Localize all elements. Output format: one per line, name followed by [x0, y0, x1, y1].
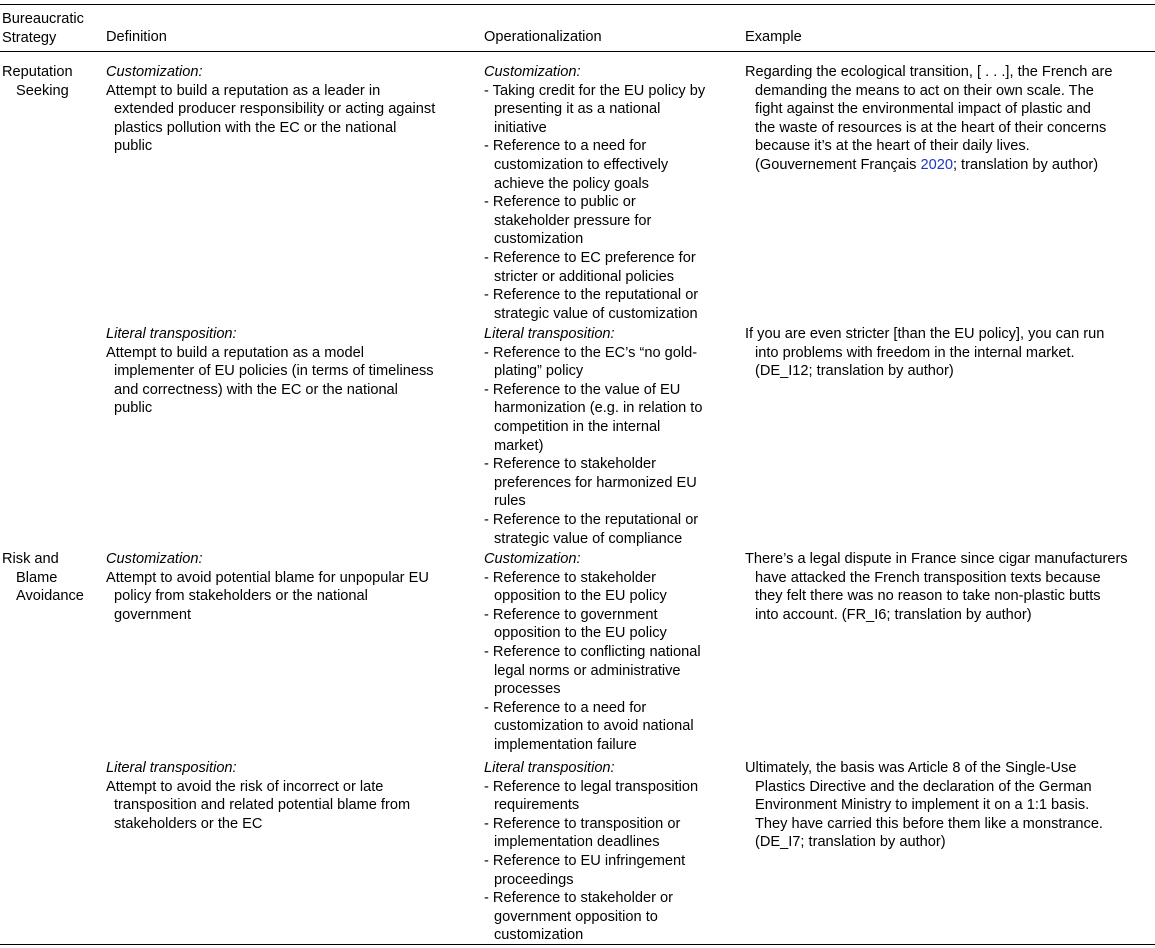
operationalization-type-label: Literal transposition: — [484, 326, 615, 342]
operationalization-text-line: - Reference to stakeholder — [484, 569, 656, 586]
operationalization-text-line: preferences for harmonized EU — [494, 474, 697, 491]
operationalization-text-line: processes — [494, 681, 561, 698]
definition-type-label: Customization: — [106, 551, 203, 567]
example-text-line: have attacked the French transposition texts because — [755, 569, 1101, 586]
definition-text-line: Attempt to build a reputation as a model — [106, 344, 364, 361]
definition-type-label: Literal transposition: — [106, 326, 237, 342]
operationalization-text-line: market) — [494, 437, 544, 454]
example-citation-line — [745, 156, 1155, 175]
operationalization-text-line: opposition to the EU policy — [494, 588, 667, 605]
header-definition: Definition — [106, 29, 167, 45]
example-text-line: they felt there was no reason to take non-plastic butts — [755, 588, 1101, 605]
definition-type-label: Customization: — [106, 64, 203, 80]
operationalization-text-line: - Reference to transposition or — [484, 815, 681, 832]
operationalization-text-line: - Reference to EU infringement — [484, 852, 686, 869]
operationalization-text-line: proceedings — [494, 871, 574, 888]
operationalization-cell — [484, 759, 734, 945]
definition-text-line: and correctness) with the EC or the national — [114, 381, 398, 398]
example-text-line: If you are even stricter [than the EU policy], you can run — [745, 326, 1105, 342]
definition-cell — [106, 550, 476, 624]
operationalization-text-line: implementation failure — [494, 736, 637, 753]
operationalization-text-line: stakeholder pressure for — [494, 212, 652, 229]
definition-text-line: plastics pollution with the EC or the national — [114, 119, 397, 136]
strategy-cell — [2, 550, 98, 606]
example-text-line: They have carried this before them like a monstrance. — [755, 815, 1103, 832]
definition-text-line: government — [114, 606, 192, 623]
operationalization-text-line: customization to effectively — [494, 156, 669, 173]
operationalization-text-line: presenting it as a national — [494, 101, 661, 118]
operationalization-type-label: Customization: — [484, 551, 581, 567]
operationalization-text-line: - Reference to government — [484, 606, 658, 623]
operationalization-text-line: initiative — [494, 119, 547, 136]
definition-text-line: policy from stakeholders or the national — [114, 588, 368, 605]
operationalization-text-line: harmonization (e.g. in relation to — [494, 400, 703, 417]
header-example: Example — [745, 29, 802, 45]
header-strategy-line: Bureaucratic — [2, 11, 84, 27]
operationalization-text-line: plating” policy — [494, 363, 584, 380]
strategy-label: Risk and — [2, 551, 59, 567]
example-cell — [745, 325, 1155, 381]
definition-text-line: transposition and related potential blame from — [114, 797, 411, 814]
operationalization-text-line: - Reference to EC preference for — [484, 249, 696, 266]
citation-year-link[interactable]: 2020 — [920, 156, 953, 173]
operationalization-text-line: - Taking credit for the EU policy by — [484, 82, 706, 99]
operationalization-text-line: - Reference to stakeholder — [484, 456, 656, 473]
operationalization-cell — [484, 325, 734, 548]
operationalization-text-line: achieve the policy goals — [494, 175, 649, 192]
example-text-line: (DE_I7; translation by author) — [755, 834, 946, 851]
operationalization-text-line: - Reference to the reputational or — [484, 511, 699, 528]
strategy-cell — [2, 63, 98, 100]
operationalization-text-line: - Reference to stakeholder or — [484, 890, 674, 907]
example-text-line: into account. (FR_I6; translation by author) — [755, 606, 1032, 623]
operationalization-text-line: customization to avoid national — [494, 718, 694, 735]
example-text-line: because it’s at the heart of their daily lives. — [755, 138, 1030, 155]
strategy-label: Seeking — [16, 82, 69, 99]
citation-suffix: ; translation by author) — [952, 156, 1099, 173]
definition-text-line: extended producer responsibility or acting against — [114, 101, 436, 118]
definition-text-line: Attempt to build a reputation as a leader in — [106, 82, 381, 99]
operationalization-text-line: legal norms or administrative — [494, 662, 681, 679]
operationalization-cell — [484, 550, 734, 755]
operationalization-text-line: customization — [494, 927, 584, 944]
definition-text-line: public — [114, 400, 153, 417]
example-text-line: (DE_I12; translation by author) — [755, 363, 954, 380]
operationalization-text-line: rules — [494, 493, 526, 510]
operationalization-text-line: - Reference to a need for — [484, 138, 647, 155]
example-text-line: the waste of resources is at the heart of their concerns — [755, 119, 1107, 136]
operationalization-text-line: - Reference to conflicting national — [484, 643, 701, 660]
example-text-line: Ultimately, the basis was Article 8 of the Single-Use — [745, 760, 1077, 776]
definition-cell — [106, 63, 476, 156]
operationalization-text-line: requirements — [494, 797, 580, 814]
definition-text-line: implementer of EU policies (in terms of timeliness — [114, 363, 434, 380]
header-rule — [0, 51, 1155, 52]
operationalization-text-line: stricter or additional policies — [494, 268, 675, 285]
operationalization-type-label: Customization: — [484, 64, 581, 80]
definition-type-label: Literal transposition: — [106, 760, 237, 776]
strategy-label: Avoidance — [16, 588, 84, 605]
strategy-label: Reputation — [2, 64, 73, 80]
operationalization-text-line: - Reference to a need for — [484, 699, 647, 716]
example-cell — [745, 759, 1155, 852]
operationalization-text-line: customization — [494, 231, 584, 248]
operationalization-text-line: implementation deadlines — [494, 834, 660, 851]
header-strategy-line: Strategy — [2, 29, 57, 46]
operationalization-text-line: - Reference to the EC’s “no gold- — [484, 344, 698, 361]
operationalization-text-line: competition in the internal — [494, 418, 661, 435]
definition-text-line: stakeholders or the EC — [114, 815, 263, 832]
example-text-line: demanding the means to act on their own scale. The — [755, 82, 1094, 99]
header-strategy — [2, 10, 98, 47]
example-text-line: There’s a legal dispute in France since cigar manufacturers — [745, 551, 1128, 567]
operationalization-text-line: strategic value of customization — [494, 305, 698, 322]
table-bottom-rule — [0, 944, 1155, 945]
example-cell — [745, 550, 1155, 624]
operationalization-text-line: strategic value of compliance — [494, 530, 683, 547]
operationalization-text-line: - Reference to the reputational or — [484, 287, 699, 304]
header-operationalization: Operationalization — [484, 29, 602, 45]
example-cell — [745, 63, 1155, 175]
example-text-line: into problems with freedom in the internal market. — [755, 344, 1075, 361]
operationalization-text-line: opposition to the EU policy — [494, 625, 667, 642]
operationalization-cell — [484, 63, 734, 323]
strategy-label: Blame — [16, 569, 58, 586]
example-text-line: fight against the environmental impact of plastic and — [755, 101, 1091, 118]
definition-text-line: public — [114, 138, 153, 155]
operationalization-type-label: Literal transposition: — [484, 760, 615, 776]
table-top-rule — [0, 4, 1155, 5]
citation-text: (Gouvernement Français — [755, 156, 921, 173]
operationalization-text-line: - Reference to public or — [484, 194, 636, 211]
example-text-line: Regarding the ecological transition, [ . . .], the French are — [745, 64, 1113, 80]
example-text-line: Plastics Directive and the declaration of the German — [755, 778, 1092, 795]
definition-cell — [106, 325, 476, 418]
definition-text-line: Attempt to avoid the risk of incorrect or late — [106, 778, 384, 795]
operationalization-text-line: - Reference to the value of EU — [484, 381, 681, 398]
operationalization-text-line: government opposition to — [494, 908, 658, 925]
operationalization-text-line: - Reference to legal transposition — [484, 778, 699, 795]
example-text-line: Environment Ministry to implement it on a 1:1 basis. — [755, 797, 1090, 814]
definition-text-line: Attempt to avoid potential blame for unpopular EU — [106, 569, 429, 586]
definition-cell — [106, 759, 476, 833]
